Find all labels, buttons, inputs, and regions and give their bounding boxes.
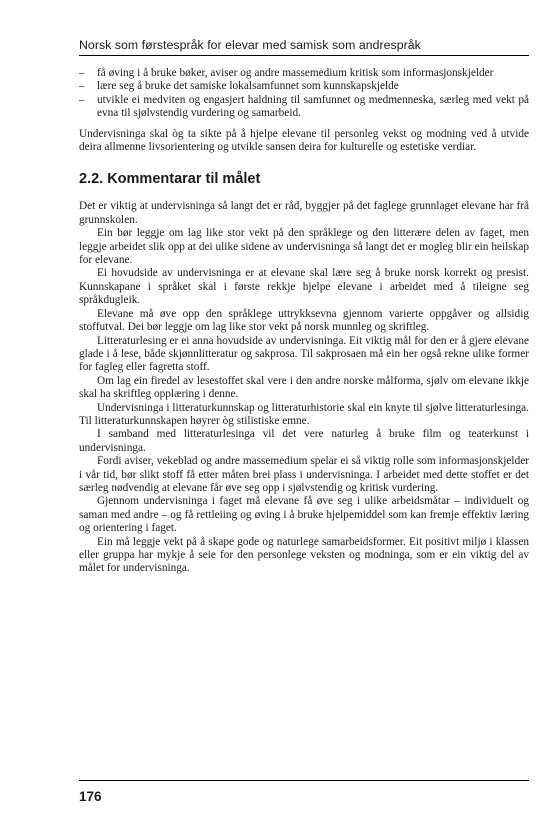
paragraph: Gjennom undervisninga i faget må elevane få øve seg i ulike arbeidsmåtar – individuelt og saman med andre – og få rettleiing og øving i å bruke hjelpemiddel som kan fremje effektiv læring og orientering i faget. <box>79 495 529 535</box>
footer-rule <box>79 780 529 781</box>
paragraph: I samband med litteraturlesinga vil det vere naturleg å bruke film og teaterkunst i undervisninga. <box>79 428 529 454</box>
running-header: Norsk som førstespråk for elevar med samisk som andrespråk <box>79 38 421 52</box>
paragraph: Elevane må øve opp den språklege uttrykksevna gjennom varierte oppgåver og allsidig stoffutval. Dei bør leggje om lag like stor vekt på norsk munnleg og skriftleg. <box>79 307 529 334</box>
paragraph: Fordi aviser, vekeblad og andre massemedium spelar ei så viktig rolle som informasjonskjelder i vår tid, bør slikt stoff få etter måten brei plass i undervisninga. I arbeidet med dette stoffet er det særleg nødvendig at elevane får øve seg opp i sjølvstendig og kritisk vurdering. <box>79 455 529 494</box>
paragraph: Ei hovudside av undervisninga er at elevane skal lære seg å bruke norsk korrekt og presist. Kunnskapane i språket skal i første rekkje hjelpe elevane i arbeidet med å tileigne seg språkdugleik. <box>79 267 529 307</box>
list-item: – lære seg å bruke det samiske lokalsamfunnet som kunnskapskjelde <box>79 80 529 93</box>
page-number: 176 <box>79 789 102 804</box>
body-text <box>79 67 529 576</box>
paragraph: Undervisninga i litteraturkunnskap og litteraturhistorie skal ein knyte til sjølve litteraturlesinga. Til litteraturkunnskapen høyrer òg stilistiske emne. <box>79 401 529 427</box>
intro-paragraph: Undervisninga skal òg ta sikte på å hjelpe elevane til personleg vekst og modning ved å utvide deira allmenne livsorientering og utvikle sansen deira for kulturelle og estetiske verdiar. <box>79 127 529 154</box>
paragraph: Ein bør leggje om lag like stor vekt på den språklege og den litterære delen av faget, men leggje arbeidet slik opp at dei ulike sidene av undervisninga så langt det er mogleg blir ein heilskap for elevane. <box>79 227 529 267</box>
header-rule <box>79 55 529 56</box>
section-heading: 2.2. Kommentarar til målet <box>79 171 261 188</box>
paragraph: Ein må leggje vekt på å skape gode og naturlege samarbeidsformer. Eit positivt miljø i klassen eller gruppa har mykje å seie for den personlege veksten og modninga, som er ein viktig del av målet for undervisninga. <box>79 535 529 575</box>
list-item: – få øving i å bruke bøker, aviser og andre massemedium kritisk som informasjonskjelder <box>79 67 529 80</box>
paragraph: Om lag ein firedel av lesestoffet skal vere i den andre norske målforma, sjølv om elevane ikkje skal ha skriftleg opplæring i denne. <box>79 374 529 401</box>
paragraph: Litteraturlesing er ei anna hovudside av undervisninga. Eit viktig mål for den er å gjere elevane glade i å lese, både skjønnlitteratur og sakprosa. Til sakprosaen må ein her også rekne ulike former for fagleg eller fagretta stoff. <box>79 334 529 374</box>
list-item: – utvikle ei medviten og engasjert haldning til samfunnet og medmenneska, særleg med vekt på evna til sjølvstendig vurdering og samarbeid. <box>79 94 529 121</box>
paragraph: Det er viktig at undervisninga så langt det er råd, byggjer på det faglege grunnlaget elevane har frå grunnskolen. <box>79 200 529 226</box>
goal-bullet-list <box>79 67 529 121</box>
